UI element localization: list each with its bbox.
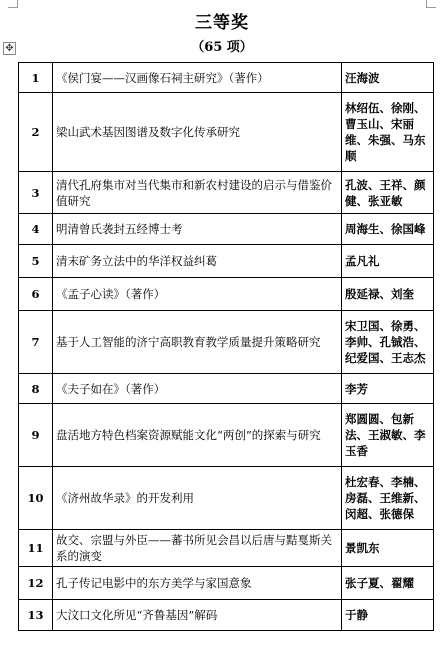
project-authors: 殷延禄、刘奎 [342, 278, 434, 311]
page-subtitle: （65 项） [191, 40, 253, 55]
table-row [19, 467, 434, 530]
project-authors: 周海生、徐国峰 [342, 214, 434, 245]
table-row [19, 374, 434, 404]
project-authors: 张子夏、翟耀 [342, 567, 434, 600]
awards-table [18, 62, 434, 631]
table-row [19, 567, 434, 600]
table-row [19, 93, 434, 172]
row-number: 9 [19, 404, 53, 467]
row-number: 11 [19, 530, 53, 567]
project-authors: 林绍伍、徐刚、曹玉山、宋丽维、朱强、马东顺 [342, 93, 434, 172]
row-number: 1 [19, 63, 53, 93]
page-title: 三等奖 [195, 13, 249, 33]
project-title: 《夫子如在》（著作） [53, 374, 342, 404]
table-row [19, 245, 434, 278]
project-title: 《孟子心读》（著作） [53, 278, 342, 311]
project-authors: 杜宏春、李楠、房磊、王维新、闵超、张德保 [342, 467, 434, 530]
table-row [19, 404, 434, 467]
project-authors: 景凯东 [342, 530, 434, 567]
project-title: 清末矿务立法中的华洋权益纠葛 [53, 245, 342, 278]
row-number: 13 [19, 600, 53, 631]
project-authors: 宋卫国、徐勇、李帅、孔铖浩、纪爱国、王志杰 [342, 311, 434, 374]
row-number: 5 [19, 245, 53, 278]
table-row [19, 278, 434, 311]
project-title: 梁山武术基因图谱及数字化传承研究 [53, 93, 342, 172]
project-authors: 汪海波 [342, 63, 434, 93]
table-row [19, 600, 434, 631]
table-row [19, 530, 434, 567]
project-title: 孔子传记电影中的东方美学与家国意象 [53, 567, 342, 600]
project-authors: 郑圆圆、包新法、王淑敏、李玉香 [342, 404, 434, 467]
table-row [19, 214, 434, 245]
row-number: 2 [19, 93, 53, 172]
project-title: 清代孔府集市对当代集市和新农村建设的启示与借鉴价值研究 [53, 172, 342, 214]
project-title: 盘活地方特色档案资源赋能文化“两创”的探索与研究 [53, 404, 342, 467]
project-title: 基于人工智能的济宁高职教育教学质量提升策略研究 [53, 311, 342, 374]
table-row [19, 63, 434, 93]
row-number: 4 [19, 214, 53, 245]
project-title: 明清曾氏袭封五经博士考 [53, 214, 342, 245]
project-authors: 李芳 [342, 374, 434, 404]
project-authors: 于静 [342, 600, 434, 631]
project-title: 《侯门宴——汉画像石祠主研究》（著作） [53, 63, 342, 93]
row-number: 6 [19, 278, 53, 311]
row-number: 10 [19, 467, 53, 530]
row-number: 8 [19, 374, 53, 404]
project-authors: 孟凡礼 [342, 245, 434, 278]
table-row [19, 172, 434, 214]
table-row [19, 311, 434, 374]
table-move-handle-icon[interactable]: ✥ [3, 42, 16, 55]
row-number: 3 [19, 172, 53, 214]
page-corner-mark-left [8, 0, 18, 8]
row-number: 12 [19, 567, 53, 600]
project-title: 《济州故华录》的开发利用 [53, 467, 342, 530]
row-number: 7 [19, 311, 53, 374]
project-title: 故交、宗盟与外臣——蕃书所见会昌以后唐与黠戛斯关系的演变 [53, 530, 342, 567]
project-authors: 孔波、王祥、颜健、张亚敏 [342, 172, 434, 214]
project-title: 大汶口文化所见“齐鲁基因”解码 [53, 600, 342, 631]
page-corner-mark-right [426, 0, 436, 8]
